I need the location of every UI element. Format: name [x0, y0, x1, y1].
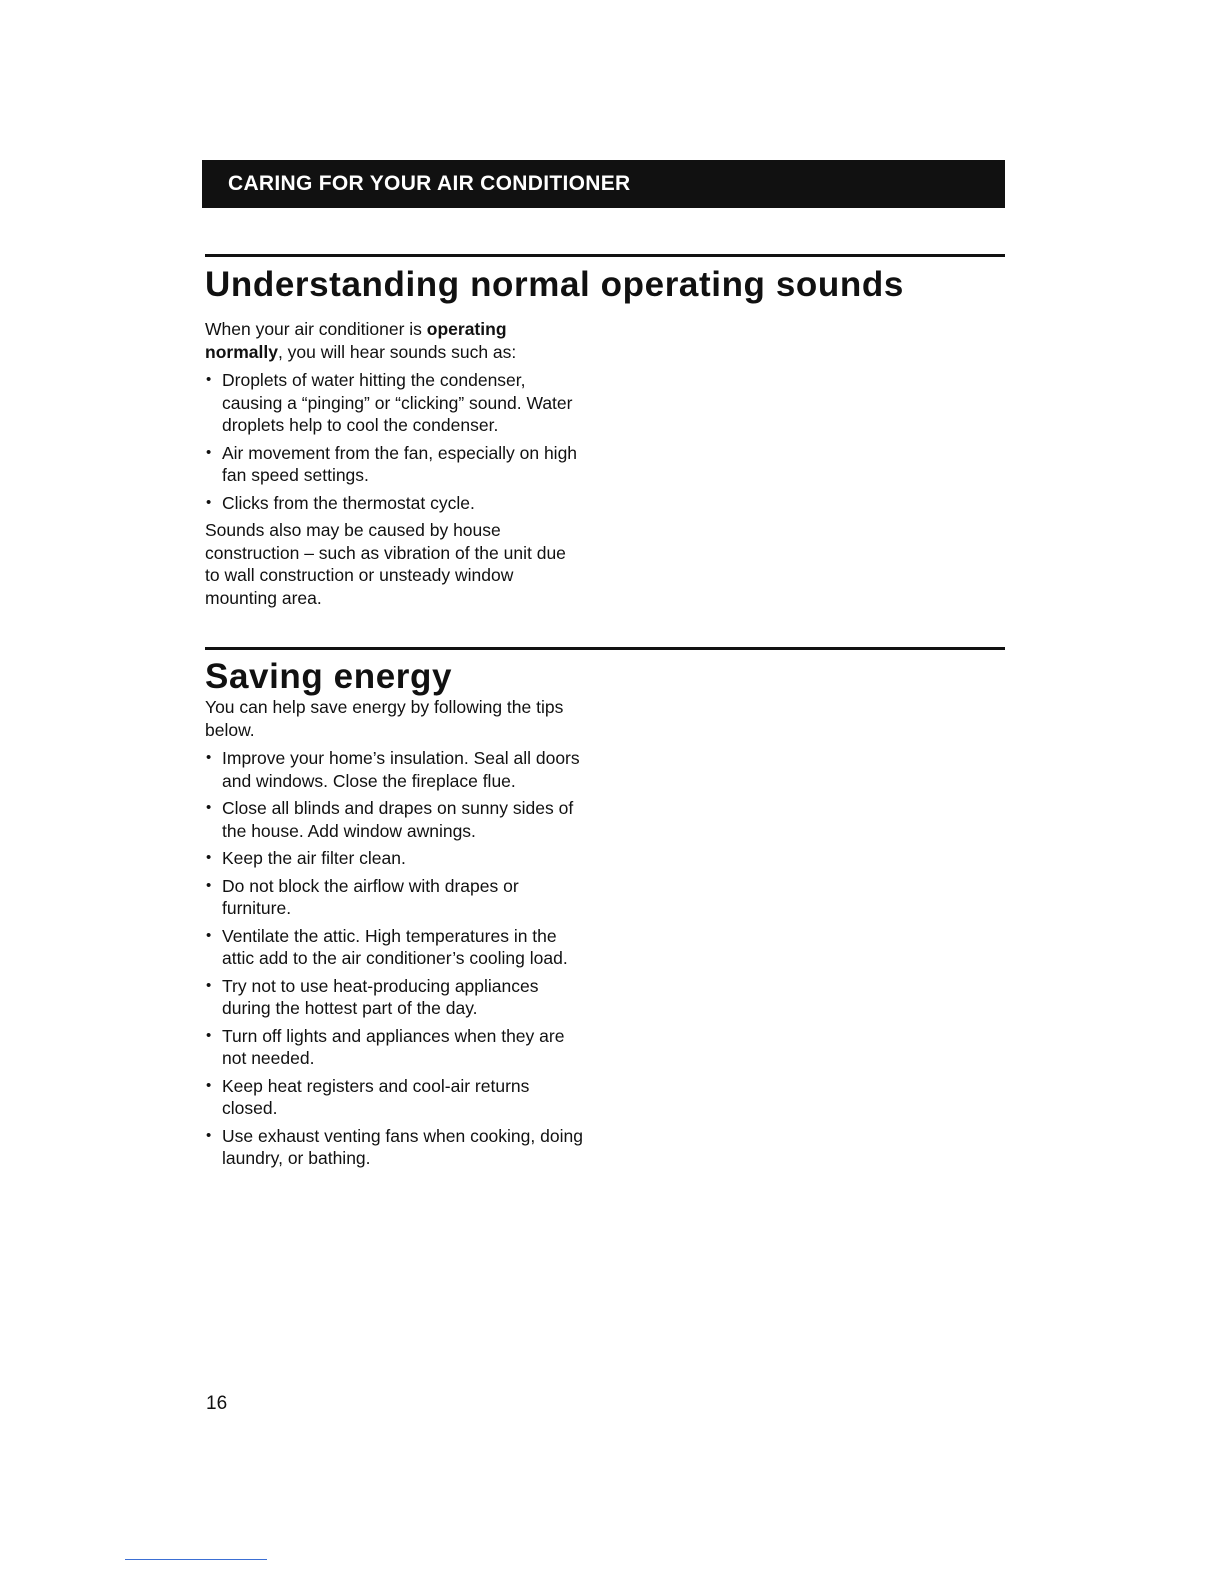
- section-header-title: CARING FOR YOUR AIR CONDITIONER: [228, 172, 631, 195]
- energy-intro: You can help save energy by following the tips below.: [205, 697, 564, 740]
- bullet-icon: •: [206, 799, 212, 816]
- bullet-icon: •: [206, 493, 212, 511]
- list-item: • Turn off lights and appliances when they are not needed.: [206, 1025, 565, 1068]
- list-item: • Improve your home’s insulation. Seal all doors and windows. Close the fireplace flue.: [206, 748, 580, 791]
- section-divider-energy: [205, 647, 1005, 650]
- section-header-bar: [202, 160, 1005, 208]
- bullet-icon: •: [206, 849, 212, 866]
- sounds-intro: When your air conditioner is operating normally, you will hear sounds such as:: [205, 319, 517, 362]
- list-item: • Close all blinds and drapes on sunny sides of the house. Add window awnings.: [206, 798, 574, 841]
- energy-list: [205, 747, 585, 1170]
- bullet-icon: •: [206, 1126, 212, 1144]
- list-item: • Keep the air filter clean.: [206, 848, 406, 868]
- list-item: • Try not to use heat-producing appliances during the hottest part of the day.: [206, 975, 539, 1018]
- bullet-icon: •: [206, 371, 212, 388]
- list-item: • Do not block the airflow with drapes or furniture.: [206, 875, 519, 918]
- sounds-list: [205, 369, 585, 514]
- list-item: • Air movement from the fan, especially on high fan speed settings.: [206, 442, 578, 485]
- sounds-heading: Understanding normal operating sounds: [205, 265, 904, 304]
- sounds-section: [205, 318, 585, 615]
- bullet-icon: •: [206, 876, 212, 894]
- bullet-icon: •: [206, 1026, 212, 1044]
- bullet-icon: •: [206, 443, 212, 461]
- bullet-icon: •: [206, 976, 212, 994]
- energy-section: [205, 696, 585, 1175]
- bullet-icon: •: [206, 1076, 212, 1094]
- footer-divider: [125, 1559, 267, 1560]
- list-item: • Ventilate the attic. High temperatures in the attic add to the air conditioner’s cooling load.: [206, 925, 568, 968]
- bullet-icon: •: [206, 749, 212, 766]
- energy-heading: Saving energy: [205, 657, 453, 696]
- list-item: • Droplets of water hitting the condenser, causing a “pinging” or “clicking” sound. Water droplets help to cool the condenser.: [206, 370, 573, 435]
- list-item: • Keep heat registers and cool-air returns closed.: [206, 1075, 530, 1118]
- page-number: 16: [206, 1393, 228, 1414]
- sounds-closing: Sounds also may be caused by house construction – such as vibration of the unit due to wall construction or unsteady window mounting area.: [205, 520, 566, 608]
- list-item: • Use exhaust venting fans when cooking, doing laundry, or bathing.: [206, 1125, 583, 1168]
- list-item: • Clicks from the thermostat cycle.: [206, 492, 475, 513]
- bullet-icon: •: [206, 926, 212, 944]
- section-divider-sounds: [205, 254, 1005, 257]
